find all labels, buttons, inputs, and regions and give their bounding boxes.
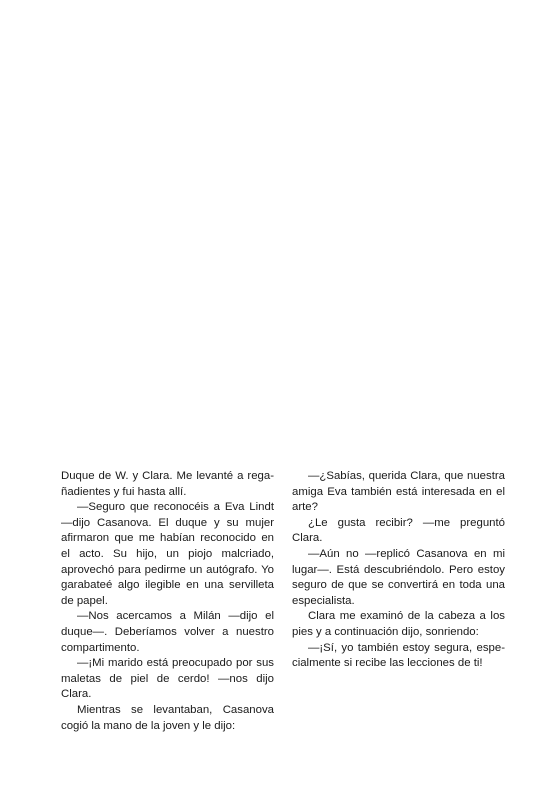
paragraph: —Aún no —replicó Casanova en mi lugar—. Está descubriéndolo. Pero estoy seguro de que se convertirá en toda una especialista. <box>292 547 505 607</box>
paragraph: Clara me examinó de la cabeza a los pies y a continuación dijo, sonriendo: <box>292 610 505 638</box>
paragraph: ¿Le gusta recibir? —me preguntó Clara. <box>292 516 505 545</box>
right-text-column <box>292 469 505 672</box>
paragraph: —Seguro que reconocéis a Eva Lindt —dijo Casanova. El duque y su mujer afirmaron que me habían reconocido en el acto. Su hijo, un piojo malcriado, aprovechó para pedirme un autógrafo. Yo garabateé algo ilegible en una servilleta de papel. <box>61 501 274 607</box>
left-text-column <box>61 469 274 734</box>
paragraph: —Nos acercamos a Milán —dijo el duque—. Deberíamos volver a nuestro compartimento. <box>61 610 274 654</box>
paragraph: Duque de W. y Clara. Me levanté a regañadientes y fui hasta allí. <box>61 470 274 498</box>
paragraph: Mientras se levantaban, Casanova cogió la mano de la joven y le dijo: <box>61 703 274 732</box>
paragraph: —¿Sabías, querida Clara, que nuestra amiga Eva también está interesada en el arte? <box>292 470 505 514</box>
paragraph: —¡Sí, yo también estoy segura, especialmente si recibe las lecciones de ti! <box>292 641 505 670</box>
paragraph: —¡Mi marido está preocupado por sus maletas de piel de cerdo! —nos dijo Clara. <box>61 657 274 701</box>
